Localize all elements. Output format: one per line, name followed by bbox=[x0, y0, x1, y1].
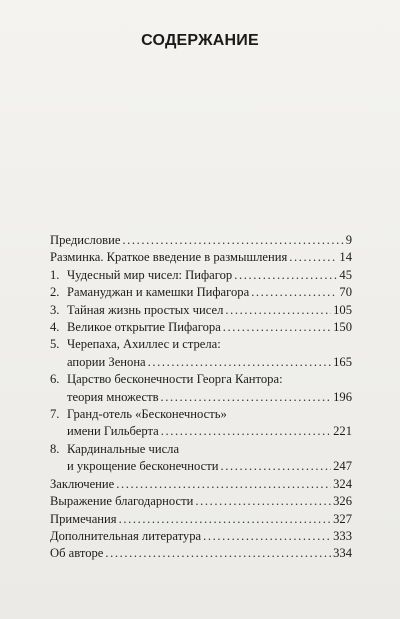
dot-leader bbox=[289, 249, 337, 266]
toc-entry-title-continued: имени Гильберта bbox=[67, 424, 159, 439]
toc-page-number: 105 bbox=[333, 302, 352, 317]
dot-leader bbox=[122, 232, 343, 249]
toc-entry-title: Разминка. Краткое введение в размышления bbox=[50, 250, 288, 265]
toc-entry bbox=[50, 545, 352, 562]
toc-entry-title: Рамануджан и камешки Пифагора bbox=[67, 285, 250, 300]
toc-entry-title: Выражение благодарности bbox=[50, 494, 194, 509]
chapter-number: 3. bbox=[50, 302, 60, 317]
toc-page-number: 70 bbox=[339, 285, 352, 300]
toc-entry-title: Кардинальные числа bbox=[67, 441, 180, 456]
toc-entry bbox=[50, 319, 352, 336]
toc-page-number: 334 bbox=[333, 546, 352, 561]
dot-leader bbox=[251, 284, 337, 301]
toc-entry-title-continued: апории Зенона bbox=[67, 354, 146, 369]
toc-entry bbox=[50, 528, 352, 545]
toc-entry bbox=[50, 493, 352, 510]
dot-leader bbox=[161, 389, 332, 406]
toc-entry-title: Примечания bbox=[50, 511, 117, 526]
toc-page-number: 324 bbox=[333, 476, 352, 491]
chapter-number: 1. bbox=[50, 267, 60, 282]
toc-entry bbox=[50, 302, 352, 319]
toc-entry bbox=[50, 249, 352, 266]
toc-entry bbox=[50, 284, 352, 301]
toc-entry-title: Черепаха, Ахиллес и стрела: bbox=[67, 337, 221, 352]
chapter-number: 2. bbox=[50, 285, 60, 300]
toc-entry-title: Предисловие bbox=[50, 233, 121, 247]
chapter-number: 8. bbox=[50, 441, 60, 456]
toc-page-number: 9 bbox=[345, 233, 352, 247]
toc-entry bbox=[50, 336, 352, 371]
dot-leader bbox=[234, 267, 337, 284]
toc-entry-title: Дополнительная литература bbox=[50, 528, 202, 543]
toc-entry bbox=[50, 511, 352, 528]
toc-entry bbox=[50, 371, 352, 406]
chapter-number: 6. bbox=[50, 372, 60, 387]
dot-leader bbox=[105, 545, 331, 562]
dot-leader bbox=[223, 319, 331, 336]
toc-page-number: 221 bbox=[333, 424, 352, 439]
toc-page-number: 45 bbox=[339, 267, 352, 282]
toc-entry-title: Великое открытие Пифагора bbox=[67, 320, 221, 335]
toc-entry bbox=[50, 267, 352, 284]
dot-leader bbox=[225, 302, 331, 319]
dot-leader bbox=[161, 423, 331, 440]
chapter-number: 5. bbox=[50, 337, 60, 352]
toc-entry bbox=[50, 406, 352, 441]
dot-leader bbox=[220, 458, 331, 475]
dot-leader bbox=[119, 511, 332, 528]
toc-entry-title-continued: и укрощение бесконечности bbox=[67, 459, 219, 474]
toc-page-number: 165 bbox=[333, 354, 352, 369]
toc-page-number: 326 bbox=[333, 494, 352, 509]
toc-entry-title-continued: теория множеств bbox=[67, 389, 159, 404]
toc-page-number: 14 bbox=[339, 250, 352, 265]
toc-page-number: 150 bbox=[333, 320, 352, 335]
toc-entry-title: Царство бесконечности Георга Кантора: bbox=[67, 372, 283, 387]
dot-leader bbox=[148, 354, 331, 371]
toc-entry-title: Тайная жизнь простых чисел bbox=[67, 302, 224, 317]
toc-entry bbox=[50, 476, 352, 493]
chapter-number: 7. bbox=[50, 407, 60, 422]
chapter-number: 4. bbox=[50, 320, 60, 335]
page-title: СОДЕРЖАНИЕ bbox=[141, 32, 259, 49]
toc-page-number: 327 bbox=[333, 511, 352, 526]
toc-entry-title: Заключение bbox=[50, 476, 115, 491]
toc-entry bbox=[50, 441, 352, 476]
toc-entry-title: Гранд-отель «Бесконечность» bbox=[67, 407, 227, 422]
dot-leader bbox=[116, 476, 331, 493]
toc-page-number: 333 bbox=[333, 528, 352, 543]
toc-page-number: 247 bbox=[333, 459, 352, 474]
table-of-contents bbox=[50, 232, 352, 563]
toc-entry-title: Чудесный мир чисел: Пифагор bbox=[67, 267, 233, 282]
dot-leader bbox=[195, 493, 331, 510]
dot-leader bbox=[203, 528, 331, 545]
toc-page-number: 196 bbox=[333, 389, 352, 404]
toc-entry-title: Об авторе bbox=[50, 546, 104, 561]
toc-entry bbox=[50, 232, 352, 249]
